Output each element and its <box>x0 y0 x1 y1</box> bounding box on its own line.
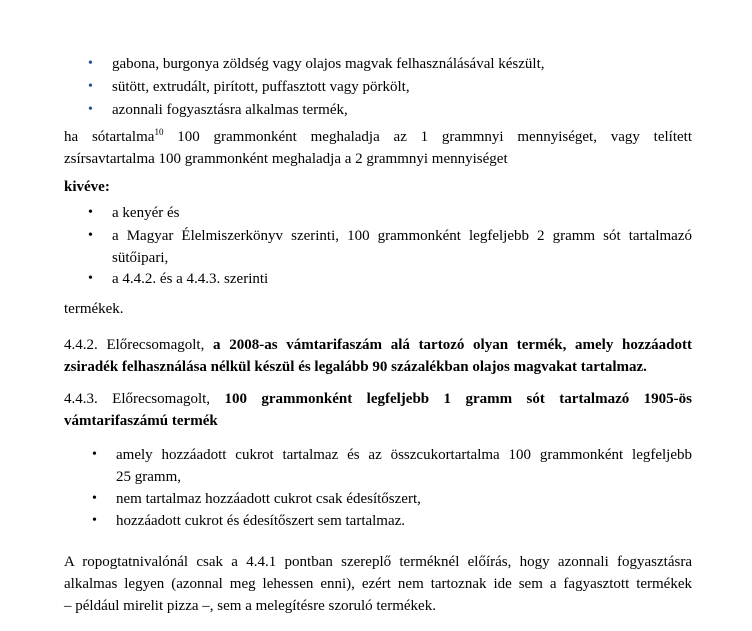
list-item-text: a kenyér és <box>112 205 180 221</box>
list-item-text: azonnali fogyasztásra alkalmas termék, <box>112 102 348 118</box>
list-item-text: amely hozzáadott cukrot tartalmaz és az összcukortartalma 100 grammonként legfeljebb <box>116 447 692 463</box>
list-item-text: a Magyar Élelmiszerkönyv szerinti, 100 grammonként legfeljebb 2 gramm sót tartalmazó <box>112 228 692 244</box>
bullet-icon: • <box>92 491 97 506</box>
section-4-4-3-line1: 4.4.3. Előrecsomagolt, 100 grammonként legfeljebb 1 gramm sót tartalmazó 1905-ös <box>64 391 693 407</box>
products-word: termékek. <box>64 301 124 317</box>
list-item-text: 25 gramm, <box>116 469 181 485</box>
bullet-icon: • <box>88 228 93 243</box>
bullet-icon: • <box>88 205 93 220</box>
list-item-text: hozzáadott cukrot és édesítőszert sem tartalmaz. <box>116 513 406 529</box>
salt-condition-line2: zsírsavtartalma 100 grammonként meghaladja a 2 grammnyi mennyiséget <box>64 151 508 167</box>
list-item <box>92 444 692 488</box>
closing-line1: A ropogtatnivalónál csak a 4.4.1 pontban szereplő terméknél előírás, hogy azonnali fogyasztásra <box>64 554 692 570</box>
bullet-icon: • <box>88 56 93 71</box>
footnote-ref[interactable]: 10 <box>154 127 164 137</box>
closing-line2: alkalmas legyen (azonnal meg lehessen enni), ezért nem tartoznak ide sem a fagyasztott termékek <box>64 576 692 592</box>
list-item <box>88 53 688 75</box>
salt-condition-line1: ha sótartalma$^{10}$ 100 grammonként meghaladja az 1 grammnyi mennyiséget, vagy telített <box>64 127 692 145</box>
bullet-icon: • <box>88 79 93 94</box>
list-item <box>88 99 688 121</box>
list-item-text: sütőipari, <box>112 250 169 266</box>
list-item <box>88 76 688 98</box>
list-item <box>88 202 692 224</box>
section-4-4-2-line1: 4.4.2. Előrecsomagolt, a 2008-as vámtarifaszám alá tartozó olyan termék, amely hozzáadott <box>64 337 692 353</box>
section-4-4-2-line2: zsiradék felhasználása nélkül készül és legalább 90 százalékban olajos magvakat tartalmaz. <box>64 359 647 375</box>
section-4-4-3-line2: vámtarifaszámú termék <box>64 413 218 429</box>
list-item-text: a 4.4.2. és a 4.4.3. szerinti <box>112 271 269 287</box>
bullet-icon: • <box>92 513 97 528</box>
except-label: kivéve: <box>64 179 110 195</box>
list-item-text: nem tartalmaz hozzáadott cukrot csak édesítőszert, <box>116 491 421 507</box>
closing-line3: – például mirelit pizza –, sem a melegítésre szoruló termékek. <box>64 598 436 614</box>
bullet-icon: • <box>92 447 97 462</box>
bullet-icon: • <box>88 102 93 117</box>
list-item-text: sütött, extrudált, pirított, puffasztott vagy pörkölt, <box>112 79 410 95</box>
list-item-text: gabona, burgonya zöldség vagy olajos magvak felhasználásával készült, <box>112 56 545 72</box>
list-item <box>92 510 692 532</box>
list-item <box>88 225 692 269</box>
list-item <box>92 488 692 510</box>
bullet-icon: • <box>88 271 93 286</box>
list-item <box>88 268 692 290</box>
